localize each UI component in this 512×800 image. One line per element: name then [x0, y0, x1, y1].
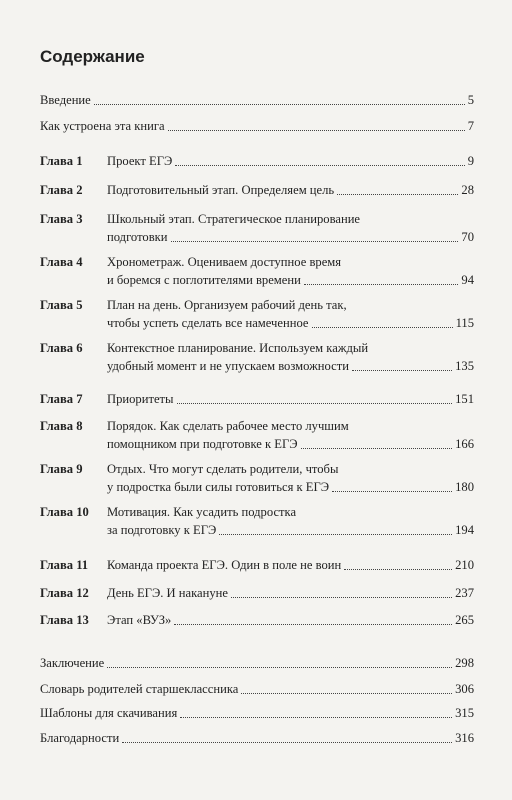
dot-leader: [337, 193, 458, 195]
page-number: 210: [455, 558, 474, 572]
page-number: 94: [461, 273, 474, 287]
entry-title-line: удобный момент и не упускаем возможности: [107, 359, 349, 373]
entry-last-line: [107, 314, 474, 332]
entry-title-line: Порядок. Как сделать рабочее место лучшим: [107, 419, 349, 433]
entry-text: [40, 654, 474, 672]
dot-leader: [219, 533, 452, 535]
entry-last-line: [107, 390, 474, 408]
page-number: 135: [455, 359, 474, 373]
page-number: 306: [455, 682, 474, 696]
chapter-label: Глава 11: [40, 558, 89, 572]
entry-last-line: [40, 654, 474, 672]
page-number: 115: [455, 316, 474, 330]
chapter-label: Глава 1: [40, 154, 83, 168]
entry-text: [107, 339, 474, 375]
entry-last-line: [107, 228, 474, 246]
entry-title-line: Проект ЕГЭ: [107, 154, 173, 168]
entry-title-line: Приоритеты: [107, 392, 174, 406]
entry-title-line: Введение: [40, 93, 91, 107]
entry-last-line: [107, 357, 474, 375]
entry-title-line: Отдых. Что могут сделать родители, чтобы: [107, 462, 339, 476]
entry-title-line: подготовки: [107, 230, 168, 244]
entry-title-line: у подростка были силы готовиться к ЕГЭ: [107, 480, 330, 494]
entry-text: [107, 390, 474, 408]
entry-text: [107, 584, 474, 602]
dot-leader: [352, 369, 452, 371]
chapter-label: Глава 7: [40, 392, 83, 406]
dot-leader: [171, 240, 459, 242]
dot-leader: [175, 164, 464, 166]
page-number: 237: [455, 586, 474, 600]
entry-last-line: [40, 729, 474, 747]
chapter-label: Глава 8: [40, 419, 83, 433]
page-number: 5: [467, 93, 474, 107]
dot-leader: [122, 741, 452, 743]
dot-leader: [344, 568, 452, 570]
entry-last-line: [107, 521, 474, 539]
page-number: 316: [455, 731, 474, 745]
entry-title-line: Команда проекта ЕГЭ. Один в поле не воин: [107, 558, 342, 572]
entry-text: [40, 704, 474, 722]
entry-title-line: Шаблоны для скачивания: [40, 706, 178, 720]
entry-title-line: Хронометраж. Оцениваем доступное время: [107, 255, 342, 269]
entry-last-line: [107, 584, 474, 602]
entry-last-line: [40, 704, 474, 722]
dot-leader: [168, 129, 465, 131]
entry-last-line: [40, 680, 474, 698]
entry-last-line: [40, 91, 474, 109]
chapter-label: Глава 12: [40, 586, 89, 600]
toc-title: Содержание: [40, 47, 145, 66]
entry-title-line: Подготовительный этап. Определяем цель: [107, 183, 335, 197]
entry-title-line: и боремся с поглотителями времени: [107, 273, 301, 287]
page-number: 28: [461, 183, 474, 197]
entry-text: [107, 417, 474, 453]
chapter-label: Глава 5: [40, 298, 83, 312]
dot-leader: [301, 447, 453, 449]
page-number: 70: [461, 230, 474, 244]
dot-leader: [94, 103, 465, 105]
chapter-label: Глава 4: [40, 255, 83, 269]
dot-leader: [180, 716, 452, 718]
entry-title-line: Школьный этап. Стратегическое планирование: [107, 212, 361, 226]
entry-text: [107, 210, 474, 246]
entry-title-line: Как устроена эта книга: [40, 119, 165, 133]
entry-title-line: Контекстное планирование. Используем каждый: [107, 341, 369, 355]
page-number: 315: [455, 706, 474, 720]
page-number: 7: [467, 119, 474, 133]
chapter-label: Глава 9: [40, 462, 83, 476]
entry-title-line: День ЕГЭ. И накануне: [107, 586, 229, 600]
dot-leader: [304, 283, 459, 285]
entry-title-line: Мотивация. Как усадить подростка: [107, 505, 297, 519]
dot-leader: [231, 596, 452, 598]
entry-last-line: [107, 611, 474, 629]
page-number: 298: [455, 656, 474, 670]
chapter-label: Глава 2: [40, 183, 83, 197]
entry-last-line: [107, 478, 474, 496]
entry-text: [107, 152, 474, 170]
entry-title-line: за подготовку к ЕГЭ: [107, 523, 217, 537]
dot-leader: [174, 623, 452, 625]
entry-last-line: [40, 117, 474, 135]
chapter-label: Глава 10: [40, 505, 89, 519]
entry-text: [107, 181, 474, 199]
entry-title-line: чтобы успеть сделать все намеченное: [107, 316, 309, 330]
entry-last-line: [107, 152, 474, 170]
entry-text: [107, 556, 474, 574]
entry-title-line: Заключение: [40, 656, 105, 670]
entry-title-line: помощником при подготовке к ЕГЭ: [107, 437, 298, 451]
entry-text: [40, 117, 474, 135]
entry-last-line: [107, 271, 474, 289]
entry-text: [107, 296, 474, 332]
entry-last-line: [107, 181, 474, 199]
entry-text: [107, 503, 474, 539]
chapter-label: Глава 13: [40, 613, 89, 627]
entry-title-line: Словарь родителей старшеклассника: [40, 682, 239, 696]
dot-leader: [107, 666, 452, 668]
entry-text: [107, 611, 474, 629]
entry-text: [40, 680, 474, 698]
entry-last-line: [107, 435, 474, 453]
entry-title-line: Благодарности: [40, 731, 120, 745]
page-number: 180: [455, 480, 474, 494]
page-number: 166: [455, 437, 474, 451]
dot-leader: [332, 490, 452, 492]
entry-text: [40, 729, 474, 747]
page-number: 9: [467, 154, 474, 168]
chapter-label: Глава 6: [40, 341, 83, 355]
entry-title-line: Этап «ВУЗ»: [107, 613, 172, 627]
entry-text: [40, 91, 474, 109]
page-number: 265: [455, 613, 474, 627]
entry-last-line: [107, 556, 474, 574]
dot-leader: [177, 402, 453, 404]
entry-title-line: План на день. Организуем рабочий день так,: [107, 298, 347, 312]
dot-leader: [241, 692, 452, 694]
dot-leader: [312, 326, 453, 328]
entry-text: [107, 253, 474, 289]
chapter-label: Глава 3: [40, 212, 83, 226]
entry-text: [107, 460, 474, 496]
page-number: 194: [455, 523, 474, 537]
page-number: 151: [455, 392, 474, 406]
